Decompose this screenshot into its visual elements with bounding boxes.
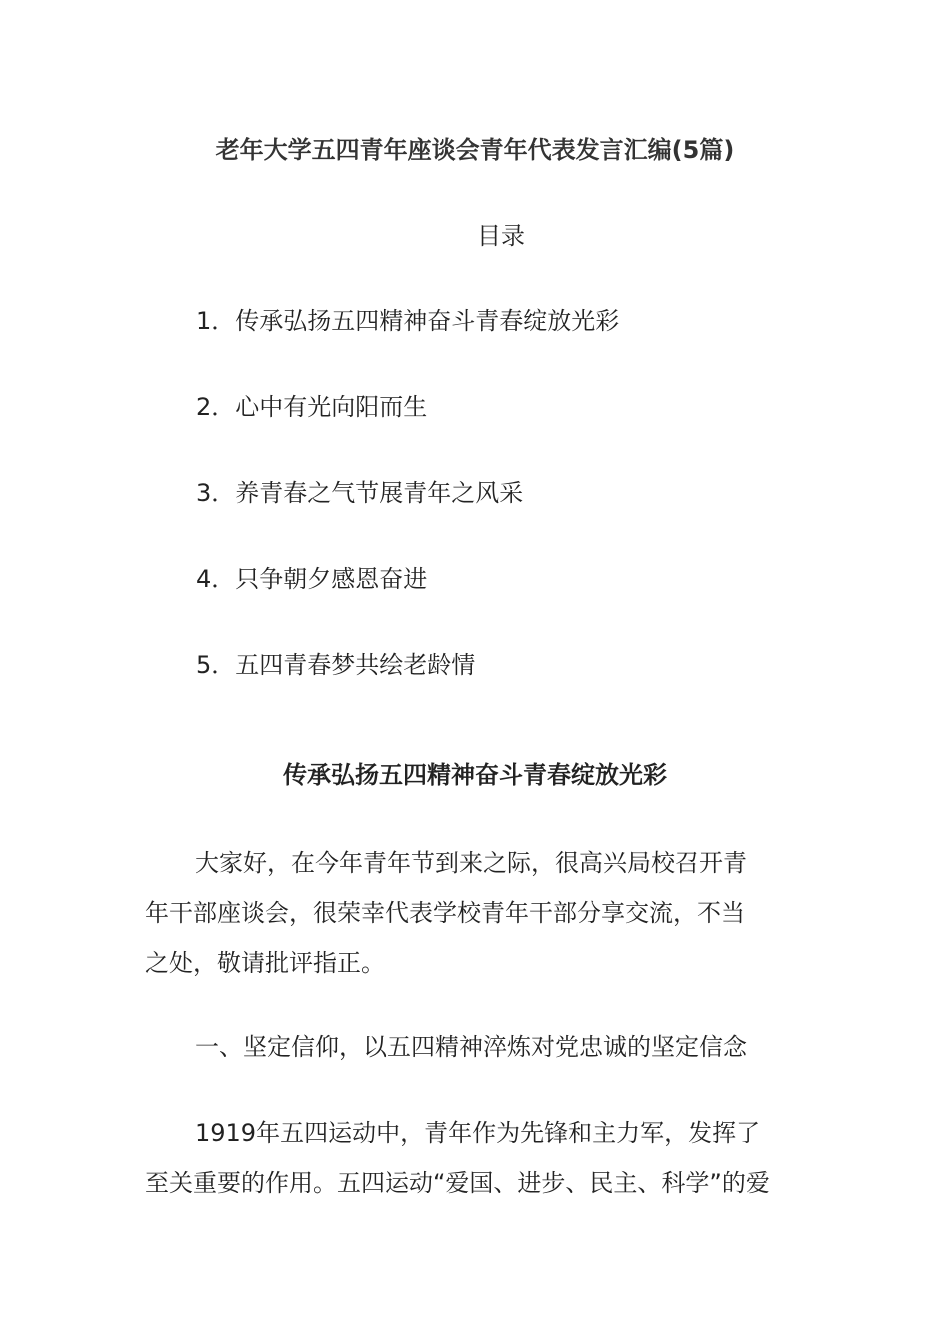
section-title: 传承弘扬五四精神奋斗青春绽放光彩 — [283, 761, 667, 789]
document-title: 老年大学五四青年座谈会青年代表发言汇编(5篇) — [215, 136, 735, 164]
toc-heading: 目录 — [477, 222, 525, 250]
paragraph-line: 1919年五四运动中，青年作为先锋和主力军，发挥了 — [195, 1119, 761, 1147]
table-of-contents — [196, 305, 619, 735]
paragraph-line: 年干部座谈会，很荣幸代表学校青年干部分享交流，不当 — [145, 899, 745, 927]
paragraph-greeting — [145, 838, 807, 988]
paragraph-line: 大家好，在今年青年节到来之际，很高兴局校召开青 — [195, 849, 747, 877]
paragraph-body — [145, 1108, 807, 1208]
toc-item-1: 1．传承弘扬五四精神奋斗青春绽放光彩 — [196, 307, 620, 335]
toc-item-3: 3．养青春之气节展青年之风采 — [196, 479, 524, 507]
toc-item-4: 4．只争朝夕感恩奋进 — [196, 565, 428, 593]
paragraph-line: 一、坚定信仰，以五四精神淬炼对党忠诚的坚定信念 — [195, 1033, 747, 1061]
toc-item-5: 5．五四青春梦共绘老龄情 — [196, 651, 476, 679]
subheading-paragraph — [145, 1022, 807, 1072]
paragraph-line: 之处，敬请批评指正。 — [145, 949, 385, 977]
toc-item-2: 2．心中有光向阳而生 — [196, 393, 428, 421]
paragraph-line: 至关重要的作用。五四运动“爱国、进步、民主、科学”的爱 — [145, 1169, 770, 1197]
